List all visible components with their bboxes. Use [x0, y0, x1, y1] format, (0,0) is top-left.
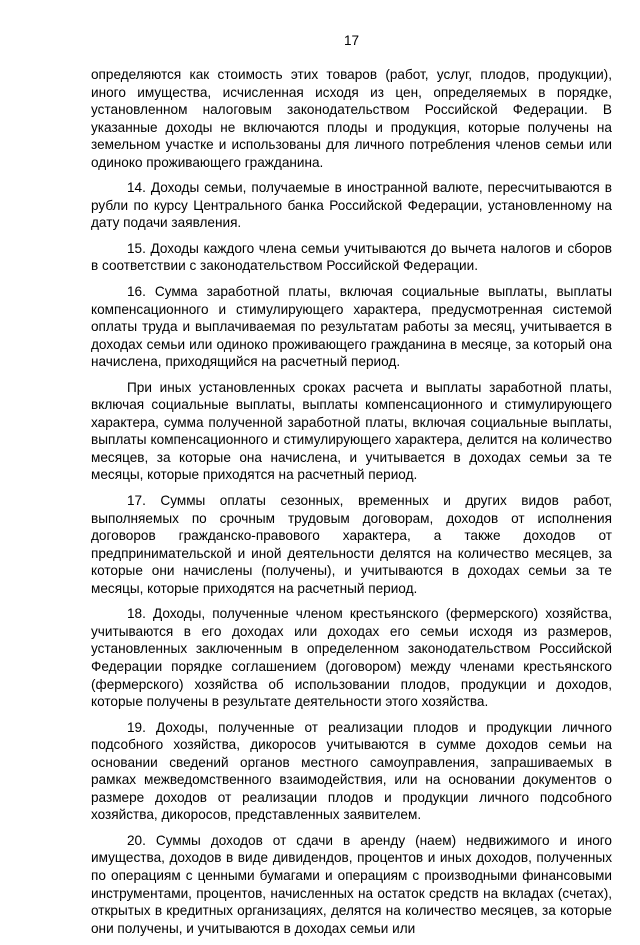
paragraph-15: 15. Доходы каждого члена семьи учитываются до вычета налогов и сборов в соответствии с законодательством Российской Федерации.: [91, 240, 612, 274]
paragraph-16-part-2: При иных установленных сроках расчета и выплаты заработной платы, включая социальные выплаты, выплаты компенсационного и стимулирующего характера, сумма полученной заработной платы, включая социальные выплаты, выплаты компенсационного и стимулирующего характера, делится на количество месяцев, за которые она начислена, и учитывается в доходах семьи за те месяцы, которые приходятся на расчетный период.: [91, 379, 612, 483]
paragraph-16: 16. Сумма заработной платы, включая социальные выплаты, выплаты компенсационного и стимулирующего характера, предусмотренная системой оплаты труда и выплачиваемая по результатам работы за месяц, учитывается в доходах семьи или одиноко проживающего гражданина в месяце, за который она начислена, приходящийся на расчетный период.: [91, 284, 612, 370]
paragraph-19: 19. Доходы, полученные от реализации плодов и продукции личного подсобного хозяйства, дикоросов учитываются в сумме доходов семьи на основании сведений органов местного самоуправления, запрашиваемых в рамках межведомственного взаимодействия, или на основании документов о размере доходов от реализации плодов и продукции личного подсобного хозяйства, дикоросов, представленных заявителем.: [91, 719, 612, 823]
paragraph-20: 20. Суммы доходов от сдачи в аренду (наем) недвижимого и иного имущества, доходов в виде дивидендов, процентов и иных доходов, полученных по операциям с ценными бумагами и операциям с производными финансовыми инструментами, процентов, начисленных на остаток средств на вкладах (счетах), открытых в кредитных организациях, делятся на количество месяцев, за которые они получены, и учитываются в доходах семьи или: [91, 832, 612, 936]
paragraph-14: 14. Доходы семьи, получаемые в иностранной валюте, пересчитываются в рубли по курсу Центрального банка Российской Федерации, установленному на дату подачи заявления.: [91, 180, 612, 231]
paragraph-18: 18. Доходы, полученные членом крестьянского (фермерского) хозяйства, учитываются в его доходах или доходах его семьи исходя из размеров, установленных заключенным в определенном законодательством Российской Федерации порядке соглашением (договором) между членами крестьянского (фермерского) хозяйства об использовании плодов, продукции и доходов, которые получены в результате деятельности этого хозяйства.: [91, 606, 612, 710]
paragraph-continuation: определяются как стоимость этих товаров (работ, услуг, плодов, продукции), иного имущества, исчисленная исходя из цен, определяемых в порядке, установленном налоговым законодательством Российской Федерации. В указанные доходы не включаются плоды и продукция, которые получены на земельном участке и использованы для личного потребления членов семьи или одиноко проживающего гражданина.: [91, 67, 612, 170]
page-number: 17: [343, 33, 360, 48]
document-body: [91, 66, 612, 945]
paragraph-17: 17. Суммы оплаты сезонных, временных и других видов работ, выполняемых по срочным трудовым договорам, доходов от исполнения договоров гражданско-правового характера, а также доходов от предпринимательской и иной деятельности делятся на количество месяцев, за которые они начислены (получены), и учитываются в доходах семьи за те месяцы, которые приходятся на расчетный период.: [91, 493, 612, 596]
